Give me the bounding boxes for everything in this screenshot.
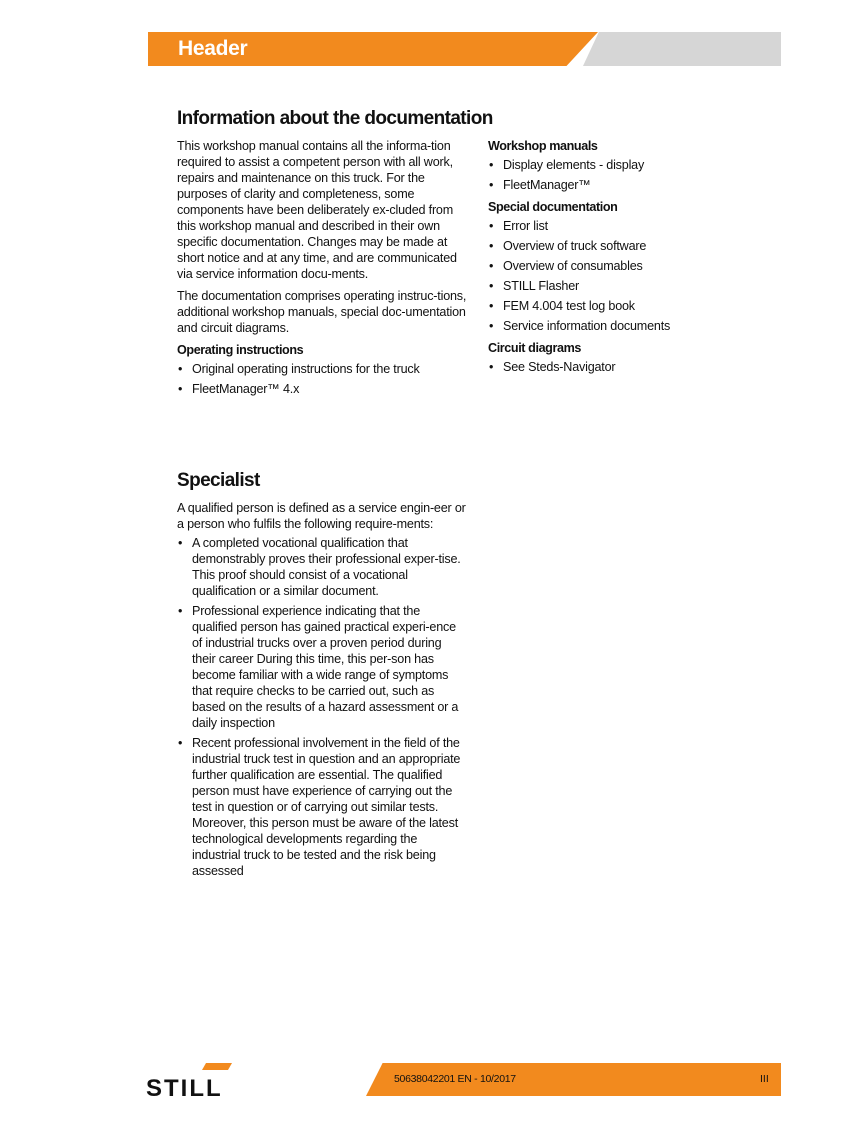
list-item: • Overview of truck software: [488, 238, 778, 254]
list-item: • Original operating instructions for the truck: [177, 361, 467, 377]
list-item: • Service information documents: [488, 318, 778, 334]
specialist-heading: Specialist: [177, 470, 260, 491]
circuit-diagrams-title: Circuit diagrams: [488, 341, 581, 355]
header-title: Header: [178, 37, 248, 60]
documentation-paragraph: This workshop manual contains all the informa-tion required to assist a competent person with all work, repairs and maintenance on this truck. For the purposes of clarity and completeness, some components have been deliberately ex-cluded from this workshop manual and described in their own specific documentation. Changes may be made at short notice and at any time, and are communicated via service information docu-ments.: [177, 139, 457, 281]
workshop-manuals-list: [488, 157, 778, 193]
page-number: III: [760, 1073, 769, 1085]
list-item: • STILL Flasher: [488, 278, 778, 294]
list-item: • FEM 4.004 test log book: [488, 298, 778, 314]
list-item: • Recent professional involvement in the field of the industrial truck test in question and an appropriate further qualification are essential. The qualified person must have experience of carrying out the test in question or of carrying out similar tests. Moreover, this person must be aware of the latest technological developments regarding the industrial truck to be tested and the risk being assessed: [177, 735, 467, 879]
specialist-intro: A qualified person is defined as a service engin-eer or a person who fulfils the following require-ments:: [177, 501, 466, 531]
documentation-right-column: [488, 138, 778, 379]
circuit-diagrams-list: [488, 359, 778, 375]
operating-instructions-title: Operating instructions: [177, 343, 304, 357]
specialist-requirements-list: [177, 535, 467, 879]
header-gray-bar: [583, 32, 781, 66]
operating-instructions-list: [177, 361, 467, 397]
logo-accent: [202, 1063, 232, 1070]
list-item: • Error list: [488, 218, 778, 234]
special-documentation-title: Special documentation: [488, 200, 618, 214]
list-item: • See Steds-Navigator: [488, 359, 778, 375]
list-item: • Display elements - display: [488, 157, 778, 173]
header-band: [148, 32, 781, 66]
list-item: • A completed vocational qualification that demonstrably proves their professional exper-tise. This proof should consist of a vocational qualification or a similar document.: [177, 535, 467, 599]
special-documentation-list: [488, 218, 778, 334]
list-item: • Professional experience indicating that the qualified person has gained practical experi-ence of industrial trucks over a proven period during their career During this time, this per-son has become familiar with a wide range of symptoms that require checks to be carried out, such as based on the results of a hazard assessment or a daily inspection: [177, 603, 467, 731]
specialist-column: [177, 500, 467, 883]
doc-number: 50638042201 EN - 10/2017: [394, 1073, 516, 1085]
documentation-paragraph: The documentation comprises operating instruc-tions, additional workshop manuals, special doc-umentation and circuit diagrams.: [177, 289, 467, 335]
list-item: • FleetManager™: [488, 177, 778, 193]
list-item: • FleetManager™ 4.x: [177, 381, 467, 397]
still-logo: [146, 1063, 264, 1099]
logo-text: STILL: [146, 1075, 223, 1099]
workshop-manuals-title: Workshop manuals: [488, 139, 598, 153]
list-item: • Overview of consumables: [488, 258, 778, 274]
documentation-left-column: [177, 138, 467, 401]
documentation-heading: Information about the documentation: [177, 108, 493, 129]
